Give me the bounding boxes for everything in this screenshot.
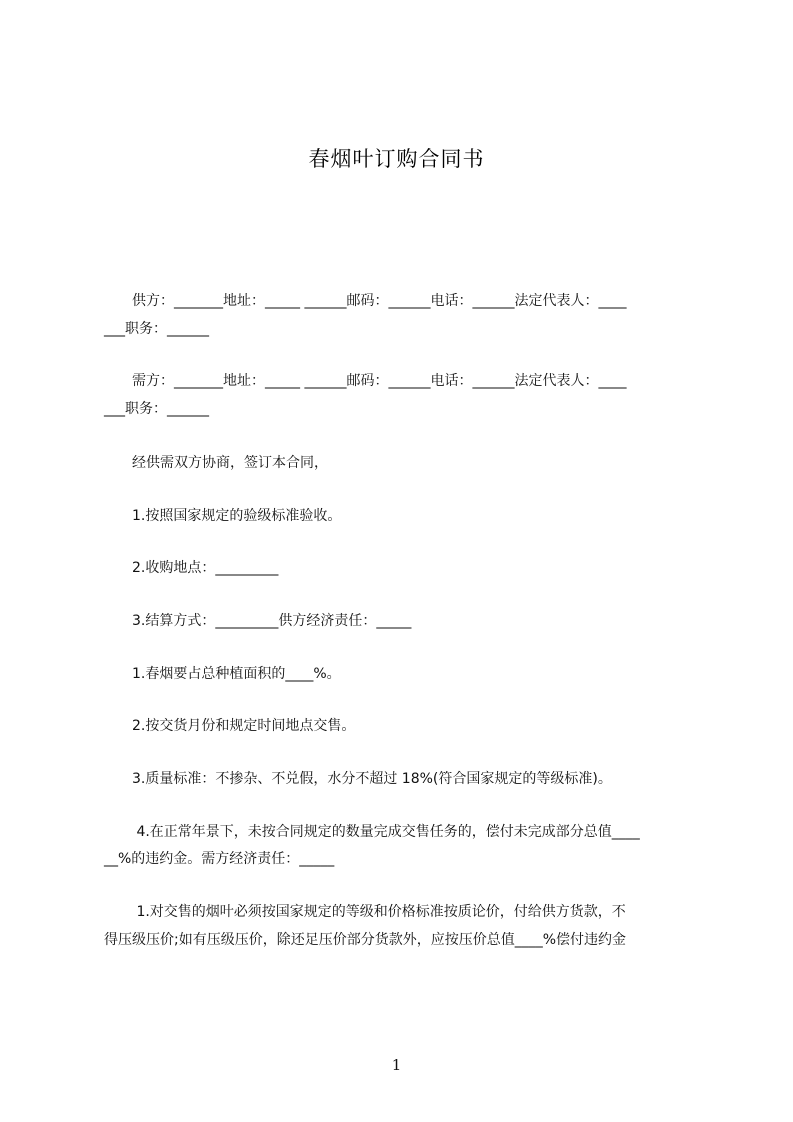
buyer-clause-1-line-2: 得压级压价;如有压级压价，除还足压价部分货款外，应按压价总值____%偿付违约金 bbox=[104, 932, 627, 948]
supplier-info-line-1: 供方：_______地址：_____ ______邮码：______电话：______法定代表人：____ bbox=[104, 293, 627, 309]
buyer-clause-1-line-1: 1.对交售的烟叶必须按国家规定的等级和价格标准按质论价，付给供方货款，不 bbox=[104, 904, 626, 920]
page-number: 1 bbox=[391, 1056, 402, 1074]
supplier-clause-2: 2.按交货月份和规定时间地点交售。 bbox=[104, 718, 356, 734]
supplier-info-line-2: ___职务：______ bbox=[104, 321, 209, 337]
clause-settlement: 3.结算方式：_________供方经济责任：_____ bbox=[104, 613, 412, 629]
supplier-clause-1: 1.春烟要占总种植面积的____%。 bbox=[104, 666, 341, 682]
agreement-intro: 经供需双方协商，签订本合同， bbox=[104, 455, 328, 471]
supplier-clause-4-line-1: 4.在正常年景下，未按合同规定的数量完成交售任务的，偿付未完成部分总值____ bbox=[104, 824, 640, 840]
supplier-clause-3: 3.质量标准：不掺杂、不兑假，水分不超过 18%(符合国家规定的等级标准)。 bbox=[104, 771, 612, 787]
supplier-clause-4-line-2: __%的违约金。需方经济责任：_____ bbox=[104, 851, 335, 867]
clause-inspection: 1.按照国家规定的验级标准验收。 bbox=[104, 508, 342, 524]
clause-purchase-location: 2.收购地点：_________ bbox=[104, 560, 279, 576]
buyer-info-line-1: 需方：_______地址：_____ ______邮码：______电话：______法定代表人：____ bbox=[104, 373, 627, 389]
buyer-info-line-2: ___职务：______ bbox=[104, 401, 209, 417]
document-title: 春烟叶订购合同书 bbox=[308, 147, 485, 171]
